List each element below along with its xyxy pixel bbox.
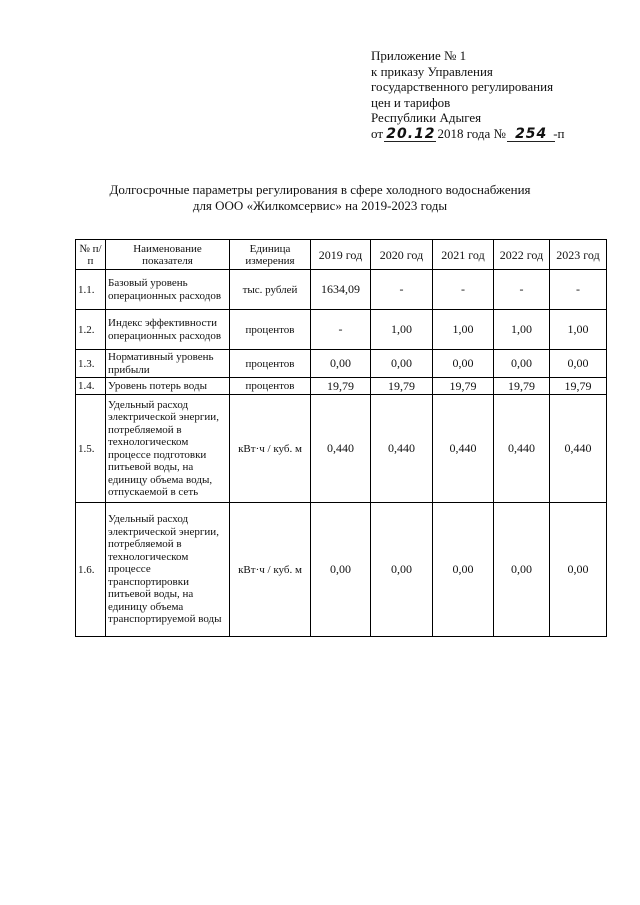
cell-value: 1634,09 [311, 270, 371, 310]
cell-value: 0,00 [371, 503, 433, 637]
header-unit: Единица измерения [230, 240, 311, 270]
cell-value: 0,00 [433, 503, 494, 637]
cell-value: 1,00 [433, 310, 494, 350]
row-unit: процентов [230, 350, 311, 378]
header-2023: 2023 год [550, 240, 607, 270]
cell-value: - [494, 270, 550, 310]
cell-value: 1,00 [550, 310, 607, 350]
header-2022: 2022 год [494, 240, 550, 270]
row-num: 1.6. [76, 503, 106, 637]
appendix-line-5: Республики Адыгея [371, 110, 482, 126]
row-num: 1.5. [76, 395, 106, 503]
table-row [76, 350, 607, 378]
cell-value: 19,79 [433, 378, 494, 395]
row-name: Уровень потерь воды [106, 378, 230, 395]
row-unit: кВт·ч / куб. м [230, 503, 311, 637]
row-unit: процентов [230, 378, 311, 395]
table-header-row [76, 240, 607, 270]
order-number-suffix: -п [553, 125, 565, 141]
cell-value: 0,00 [371, 350, 433, 378]
header-2019: 2019 год [311, 240, 371, 270]
cell-value: 19,79 [311, 378, 371, 395]
table-row [76, 310, 607, 350]
row-name: Базовый уровень операционных расходов [106, 270, 230, 310]
row-name: Удельный расход электрической энергии, потребляемой в технологическом процессе подготовки питьевой воды, на единицу объема воды, отпускаемой в сеть [106, 395, 230, 503]
cell-value: 0,440 [371, 395, 433, 503]
cell-value: 0,00 [550, 350, 607, 378]
row-unit: тыс. рублей [230, 270, 311, 310]
row-unit: процентов [230, 310, 311, 350]
header-name: Наименование показателя [106, 240, 230, 270]
cell-value: 0,00 [433, 350, 494, 378]
cell-value: 0,00 [311, 350, 371, 378]
appendix-date-line [371, 126, 564, 143]
row-name: Удельный расход электрической энергии, потребляемой в технологическом процессе транспортировки питьевой воды, на единицу объема транспортируемой воды [106, 503, 230, 637]
cell-value: 0,00 [494, 350, 550, 378]
appendix-line-4: цен и тарифов [371, 94, 451, 110]
cell-value: 0,00 [550, 503, 607, 637]
appendix-header [371, 48, 564, 143]
cell-value: - [371, 270, 433, 310]
row-name: Индекс эффективности операционных расходов [106, 310, 230, 350]
cell-value: 0,00 [494, 503, 550, 637]
date-prefix: от [371, 125, 384, 141]
parameters-table [75, 239, 607, 637]
cell-value: - [311, 310, 371, 350]
table-row [76, 395, 607, 503]
row-num: 1.4. [76, 378, 106, 395]
appendix-line-3: государственного регулирования [371, 79, 554, 95]
appendix-line-1: Приложение № 1 [371, 48, 467, 63]
row-num: 1.2. [76, 310, 106, 350]
cell-value: 0,440 [550, 395, 607, 503]
cell-value: - [550, 270, 607, 310]
cell-value: 1,00 [494, 310, 550, 350]
cell-value: 19,79 [494, 378, 550, 395]
handwritten-order-number: 254 [509, 127, 553, 143]
date-suffix: 2018 года № [437, 125, 506, 141]
row-unit: кВт·ч / куб. м [230, 395, 311, 503]
row-name: Нормативный уровень прибыли [106, 350, 230, 378]
handwritten-date: 20.12 [386, 125, 436, 142]
cell-value: 1,00 [371, 310, 433, 350]
cell-value: 0,440 [494, 395, 550, 503]
table-row [76, 503, 607, 637]
document-title-line-2: для ООО «Жилкомсервис» на 2019-2023 годы [192, 198, 448, 213]
cell-value: 0,440 [311, 395, 371, 503]
header-num: № п/п [76, 240, 106, 270]
row-num: 1.1. [76, 270, 106, 310]
cell-value: 0,00 [311, 503, 371, 637]
appendix-line-2: к приказу Управления [371, 63, 493, 79]
cell-value: 0,440 [433, 395, 494, 503]
cell-value: 19,79 [550, 378, 607, 395]
table-row [76, 270, 607, 310]
row-num: 1.3. [76, 350, 106, 378]
cell-value: - [433, 270, 494, 310]
document-title [0, 182, 640, 214]
header-2020: 2020 год [371, 240, 433, 270]
header-2021: 2021 год [433, 240, 494, 270]
document-title-line-1: Долгосрочные параметры регулирования в сфере холодного водоснабжения [109, 182, 531, 197]
table-row [76, 378, 607, 395]
cell-value: 19,79 [371, 378, 433, 395]
